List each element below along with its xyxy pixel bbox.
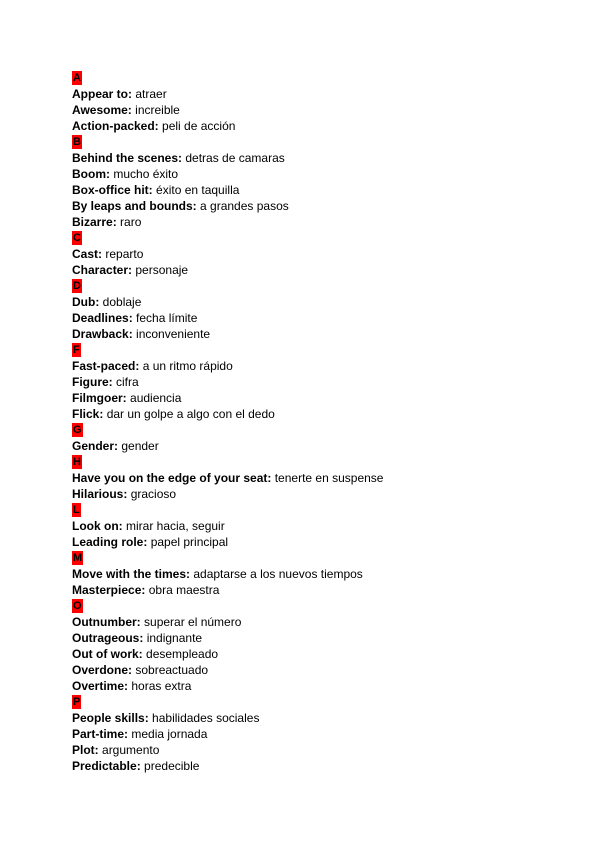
section-letter-row [72,454,572,470]
glossary-entry [72,214,572,230]
glossary-entry [72,438,572,454]
section-letter-row [72,598,572,614]
section-letter-m: M [73,552,83,564]
entry-term: Behind the scenes: [72,151,183,165]
glossary-entry [72,518,572,534]
glossary-entry [72,710,572,726]
entry-term: Appear to: [72,87,132,101]
entry-term: Boom: [72,167,110,181]
entry-term: Figure: [72,375,113,389]
entry-definition: superar el número [144,615,242,629]
entry-definition: predecible [144,759,200,773]
glossary-entry [72,534,572,550]
entry-definition: gracioso [130,487,177,501]
section-letter-b: B [73,136,81,148]
entry-term: Box-office hit: [72,183,153,197]
section-letter-row [72,502,572,518]
entry-term: Deadlines: [72,311,133,325]
entry-definition: personaje [135,263,189,277]
entry-term: Overtime: [72,679,129,693]
glossary-entry [72,678,572,694]
entry-term: Bizarre: [72,215,117,229]
glossary-entry [72,582,572,598]
entry-term: Filmgoer: [72,391,127,405]
glossary-entry [72,374,572,390]
section-letter-h: H [73,456,81,468]
section-letter-a: A [73,72,81,84]
entry-definition: obra maestra [148,583,220,597]
entry-term: Have you on the edge of your seat: [72,471,272,485]
entry-term: Predictable: [72,759,141,773]
glossary-entry [72,406,572,422]
entry-definition: mucho éxito [113,167,179,181]
entry-definition: increible [135,103,180,117]
entry-definition: media jornada [131,727,208,741]
entry-term: Masterpiece: [72,583,146,597]
entry-definition: dar un golpe a algo con el dedo [106,407,275,421]
glossary-entry [72,246,572,262]
entry-term: Outnumber: [72,615,141,629]
entry-term: People skills: [72,711,149,725]
section-letter-g: G [73,424,82,436]
entry-definition: adaptarse a los nuevos tiempos [193,567,363,581]
section-letter-row [72,550,572,566]
entry-definition: cifra [116,375,139,389]
section-letter-c: C [73,232,81,244]
entry-term: Look on: [72,519,123,533]
section-letter-row [72,230,572,246]
entry-definition: atraer [135,87,167,101]
section-letter-row [72,342,572,358]
glossary-entry [72,86,572,102]
section-letter-row [72,134,572,150]
glossary-entry [72,758,572,774]
entry-definition: gender [121,439,159,453]
entry-term: Move with the times: [72,567,191,581]
entry-definition: horas extra [131,679,192,693]
glossary-entry [72,486,572,502]
entry-term: Awesome: [72,103,132,117]
entry-definition: inconveniente [136,327,211,341]
entry-definition: indignante [146,631,203,645]
entry-term: Plot: [72,743,99,757]
glossary-entry [72,742,572,758]
entry-term: Gender: [72,439,119,453]
glossary-entry [72,182,572,198]
entry-term: Flick: [72,407,104,421]
entry-definition: fecha límite [136,311,198,325]
glossary-entry [72,470,572,486]
entry-term: Out of work: [72,647,143,661]
entry-definition: peli de acción [162,119,236,133]
glossary-entry [72,726,572,742]
section-letter-o: O [73,600,82,612]
glossary-entry [72,118,572,134]
entry-term: Character: [72,263,133,277]
section-letter-l: L [73,504,80,516]
glossary-entry [72,262,572,278]
entry-definition: detras de camaras [185,151,285,165]
entry-term: Hilarious: [72,487,128,501]
glossary-entry [72,326,572,342]
entry-term: Outrageous: [72,631,144,645]
glossary-entry [72,646,572,662]
entry-term: Fast-paced: [72,359,140,373]
entry-term: Action-packed: [72,119,159,133]
glossary-entry [72,166,572,182]
glossary-entry [72,150,572,166]
entry-definition: argumento [102,743,160,757]
entry-definition: a un ritmo rápido [142,359,233,373]
section-letter-f: F [73,344,80,356]
entry-definition: habilidades sociales [152,711,260,725]
entry-term: By leaps and bounds: [72,199,197,213]
entry-definition: desempleado [146,647,219,661]
glossary-entry [72,566,572,582]
section-letter-d: D [73,280,81,292]
glossary-entry [72,310,572,326]
entry-term: Overdone: [72,663,133,677]
entry-definition: sobreactuado [135,663,209,677]
glossary-page [72,70,572,774]
section-letter-row [72,694,572,710]
glossary-entry [72,390,572,406]
entry-term: Part-time: [72,727,129,741]
entry-definition: a grandes pasos [200,199,289,213]
entry-definition: papel principal [150,535,229,549]
entry-definition: tenerte en suspense [274,471,384,485]
entry-definition: mirar hacia, seguir [126,519,225,533]
entry-term: Leading role: [72,535,148,549]
entry-definition: éxito en taquilla [156,183,240,197]
entry-term: Cast: [72,247,103,261]
glossary-entry [72,614,572,630]
entry-definition: audiencia [130,391,182,405]
entry-term: Drawback: [72,327,133,341]
section-letter-row [72,278,572,294]
entry-definition: reparto [105,247,144,261]
entry-term: Dub: [72,295,100,309]
entry-definition: doblaje [102,295,142,309]
glossary-entry [72,358,572,374]
section-letter-p: P [73,696,81,708]
entry-definition: raro [120,215,142,229]
section-letter-row [72,70,572,86]
section-letter-row [72,422,572,438]
glossary-entry [72,102,572,118]
glossary-entry [72,198,572,214]
glossary-entry [72,662,572,678]
glossary-entry [72,294,572,310]
glossary-entry [72,630,572,646]
